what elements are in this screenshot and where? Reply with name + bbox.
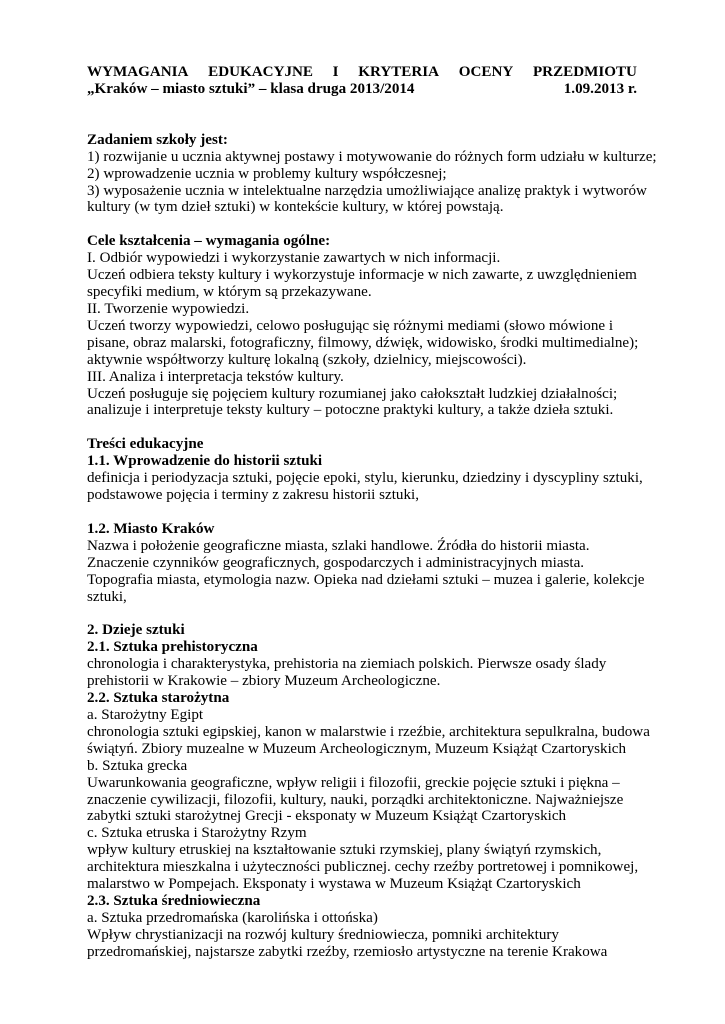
paragraph-line: II. Tworzenie wypowiedzi. bbox=[87, 300, 250, 317]
document-page bbox=[87, 64, 657, 961]
paragraph-line: Uczeń odbiera teksty kultury i wykorzystuje informacje w nich zawarte, z uwzględnieniem bbox=[87, 267, 637, 284]
paragraph-line: kultury (w tym dzieł sztuki) w kontekście kultury, w której powstają. bbox=[87, 199, 504, 216]
subsection-heading-1-1: 1.1. Wprowadzenie do historii sztuki bbox=[87, 453, 323, 470]
title-word: OCENY bbox=[458, 64, 514, 80]
section-heading-cele: Cele kształcenia – wymagania ogólne: bbox=[87, 233, 331, 250]
subsection-heading-2-2: 2.2. Sztuka starożytna bbox=[87, 690, 230, 707]
paragraph-line: Nazwa i położenie geograficzne miasta, szlaki handlowe. Źródła do historii miasta. bbox=[87, 537, 590, 554]
paragraph-line: analizuje i interpretuje teksty kultury – potoczne praktyki kultury, a także dzieła sztuki. bbox=[87, 402, 614, 419]
paragraph-line: Wpływ chrystianizacji na rozwój kultury średniowiecza, pomniki architektury bbox=[87, 926, 559, 943]
subsection-heading-2-3: 2.3. Sztuka średniowieczna bbox=[87, 892, 261, 909]
paragraph-line: 2) wprowadzenie ucznia w problemy kultury współczesnej; bbox=[87, 165, 447, 182]
paragraph-line: a. Starożytny Egipt bbox=[87, 707, 204, 723]
paragraph-line: pisane, obraz malarski, fotograficzny, filmowy, dźwięk, widowisko, środki multimedialne); bbox=[87, 334, 639, 351]
paragraph-line: Znaczenie czynników geograficznych, gospodarczych i administracyjnych miasta. bbox=[87, 554, 585, 571]
paragraph-line: Uczeń tworzy wypowiedzi, celowo posługując się różnymi mediami (słowo mówione i bbox=[87, 317, 614, 334]
section-heading-dzieje: 2. Dzieje sztuki bbox=[87, 622, 185, 639]
document-date: 1.09.2013 r. bbox=[563, 80, 637, 97]
subsection-heading-2-1: 2.1. Sztuka prehistoryczna bbox=[87, 639, 258, 656]
paragraph-line: Uczeń posługuje się pojęciem kultury rozumianej jako całokształt ludzkiej działalności; bbox=[87, 385, 618, 402]
paragraph-line: malarstwo w Pompejach. Eksponaty i wystawa w Muzeum Książąt Czartoryskich bbox=[87, 876, 581, 893]
subtitle-course: „Kraków – miasto sztuki” – klasa druga 2013/2014 bbox=[87, 80, 415, 97]
paragraph-line: a. Sztuka przedromańska (karolińska i ottońska) bbox=[87, 909, 378, 926]
paragraph-line: aktywnie współtworzy kulturę lokalną (szkoły, dzielnicy, miejscowości). bbox=[87, 351, 527, 368]
paragraph-line: podstawowe pojęcia i terminy z zakresu historii sztuki, bbox=[87, 487, 419, 504]
paragraph-line: I. Odbiór wypowiedzi i wykorzystanie zawartych w nich informacji. bbox=[87, 250, 501, 267]
paragraph-line: chronologia sztuki egipskiej, kanon w malarstwie i rzeźbie, architektura sepulkralna, budowa bbox=[87, 723, 650, 740]
document-subtitle bbox=[87, 81, 637, 98]
paragraph-line: Uwarunkowania geograficzne, wpływ religii i filozofii, greckie pojęcie sztuki i piękna – bbox=[87, 774, 620, 791]
paragraph-line: definicja i periodyzacja sztuki, pojęcie epoki, stylu, kierunku, dziedziny i dyscypliny sztuki, bbox=[87, 470, 643, 487]
paragraph-line: architektura mieszkalna i użyteczności publicznej. cechy rzeźby portretowej i pomnikowej, bbox=[87, 859, 639, 876]
paragraph-line: Topografia miasta, etymologia nazw. Opieka nad dziełami sztuki – muzea i galerie, kolekcje bbox=[87, 571, 645, 588]
title-word: PRZEDMIOTU bbox=[532, 64, 637, 80]
paragraph-line: 1) rozwijanie u ucznia aktywnej postawy i motywowanie do różnych form udziału w kulturze; bbox=[87, 148, 657, 165]
paragraph-line: wpływ kultury etruskiej na kształtowanie sztuki rzymskiej, plany świątyń rzymskich, bbox=[87, 842, 602, 859]
section-heading-zadania: Zadaniem szkoły jest: bbox=[87, 131, 228, 148]
title-word: KRYTERIA bbox=[358, 64, 440, 80]
paragraph-line: prehistorii w Krakowie – zbiory Muzeum Archeologiczne. bbox=[87, 673, 441, 690]
paragraph-line: III. Analiza i interpretacja tekstów kultury. bbox=[87, 368, 344, 385]
paragraph-line: znaczenie cywilizacji, filozofii, kultury, nauki, porządki architektoniczne. Najważniejsze bbox=[87, 791, 624, 808]
title-word: I bbox=[332, 64, 339, 80]
paragraph-line: 3) wyposażenie ucznia w intelektualne narzędzia umożliwiające analizę praktyk i wytworów bbox=[87, 182, 647, 199]
title-word: WYMAGANIA bbox=[87, 64, 189, 80]
subsection-heading-1-2: 1.2. Miasto Kraków bbox=[87, 520, 215, 537]
paragraph-line: specyfiki medium, w którym są przekazywane. bbox=[87, 284, 372, 301]
title-word: EDUKACYJNE bbox=[208, 64, 313, 80]
paragraph-line: b. Sztuka grecka bbox=[87, 757, 188, 774]
paragraph-line: przedromańskiej, najstarsze zabytki rzeźby, rzemiosło artystyczne na terenie Krakowa bbox=[87, 943, 608, 960]
paragraph-line: chronologia i charakterystyka, prehistoria na ziemiach polskich. Pierwsze osady ślady bbox=[87, 656, 607, 673]
paragraph-line: sztuki, bbox=[87, 588, 127, 605]
document-title bbox=[87, 64, 637, 81]
section-heading-tresci: Treści edukacyjne bbox=[87, 436, 204, 453]
paragraph-line: c. Sztuka etruska i Starożytny Rzym bbox=[87, 825, 307, 842]
paragraph-line: zabytki sztuki starożytnej Grecji - eksponaty w Muzeum Książąt Czartoryskich bbox=[87, 808, 567, 825]
paragraph-line: świątyń. Zbiory muzealne w Muzeum Archeologicznym, Muzeum Książąt Czartoryskich bbox=[87, 740, 627, 757]
